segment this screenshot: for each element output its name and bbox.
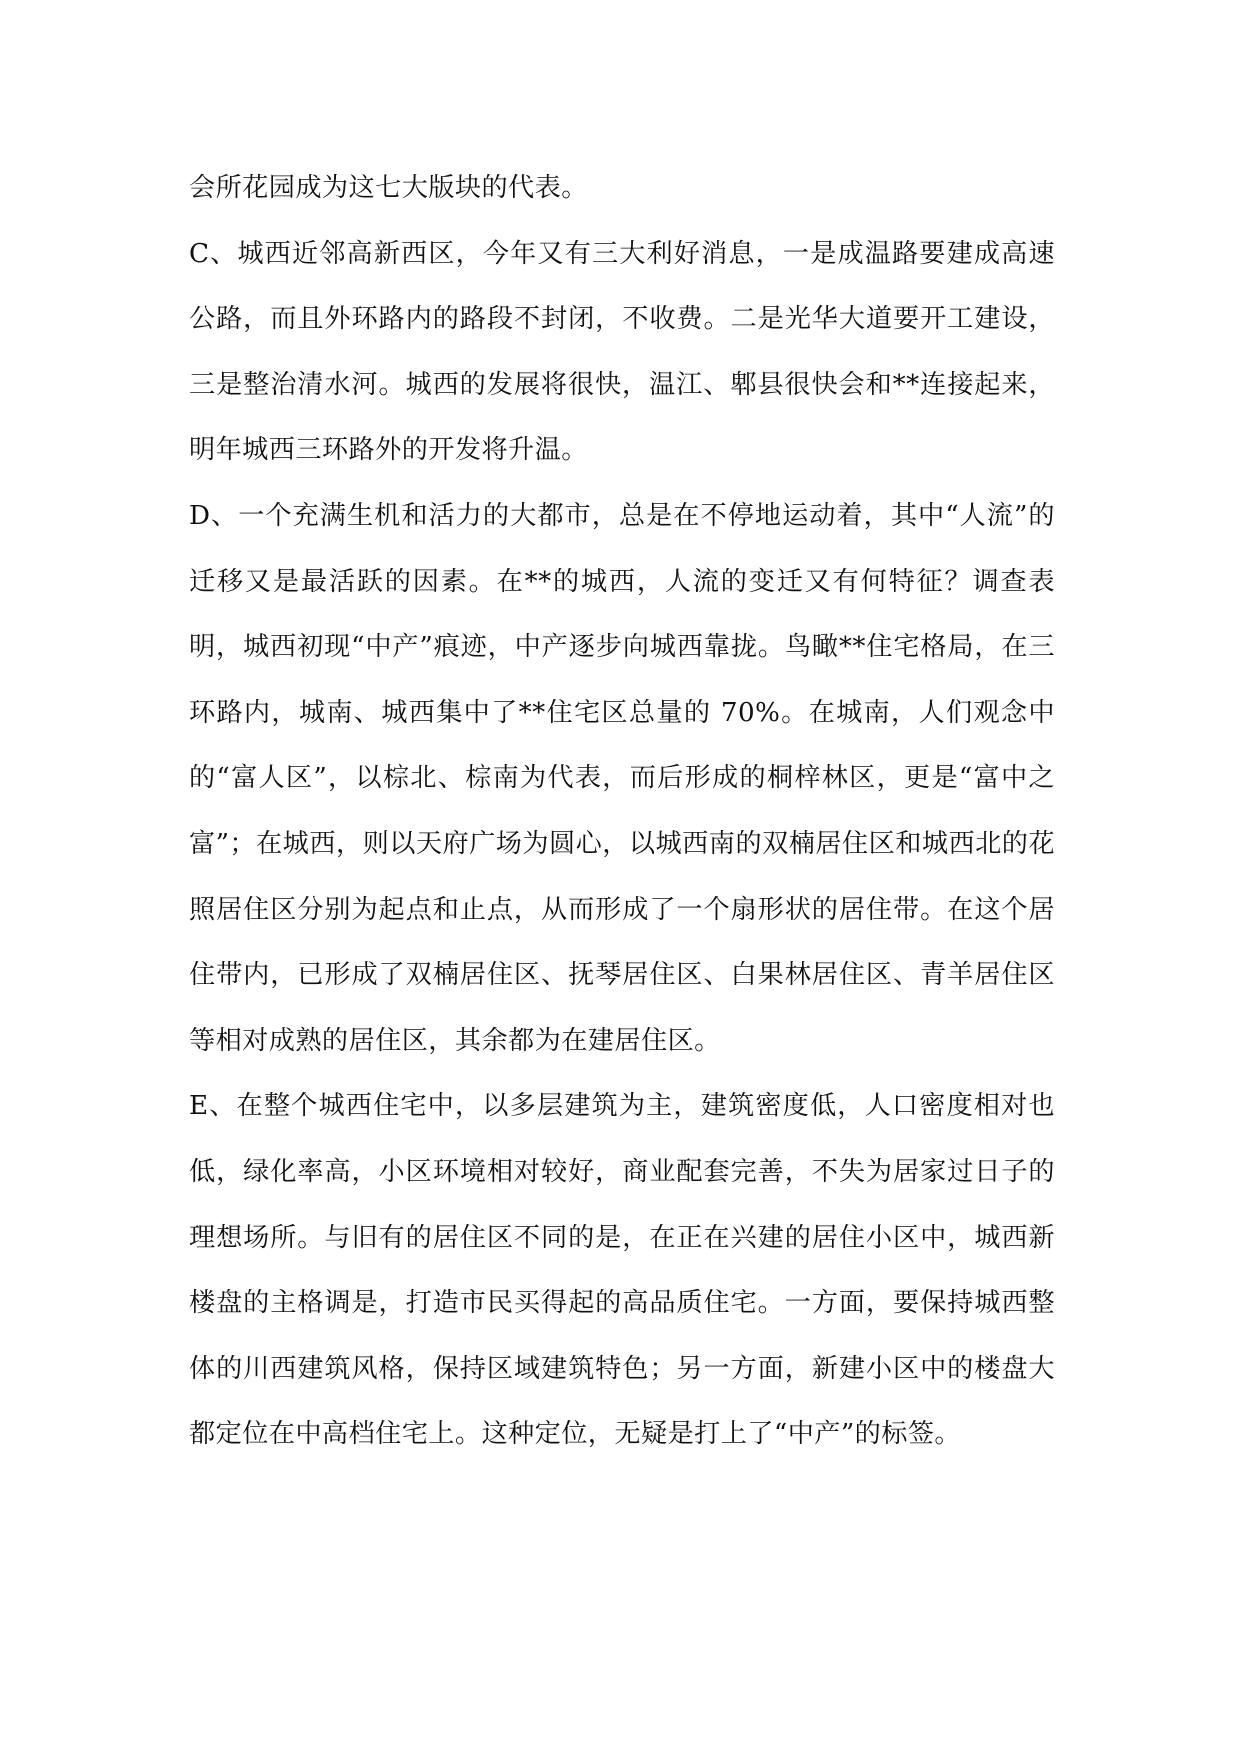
paragraph-d: D、一个充满生机和活力的大都市，总是在不停地运动着，其中“人流”的迁移又是最活跃的因素。在**的城西，人流的变迁又有何特征？调查表明，城西初现“中产”痕迹，中产逐步向城西靠拢。鸟瞰**住宅格局，在三环路内，城南、城西集中了**住宅区总量的 70%。在城南，人们观念中的“富人区”，以棕北、棕南为代表，而后形成的桐梓林区，更是“富中之富”；在城西，则以天府广场为圆心，以城西南的双楠居住区和城西北的花照居住区分别为起点和止点，从而形成了一个扇形状的居住带。在这个居住带内，已形成了双楠居住区、抚琴居住区、白果林居住区、青羊居住区等相对成熟的居住区，其余都为在建居住区。 <box>189 500 1055 1056</box>
document-body <box>189 156 1055 1468</box>
paragraph-c: C、城西近邻高新西区，今年又有三大利好消息，一是成温路要建成高速公路，而且外环路内的路段不封闭，不收费。二是光华大道要开工建设，三是整治清水河。城西的发展将很快，温江、郫县很快会和**连接起来，明年城西三环路外的开发将升温。 <box>189 238 1055 466</box>
paragraph-e: E、在整个城西住宅中，以多层建筑为主，建筑密度低，人口密度相对也低，绿化率高，小区环境相对较好，商业配套完善，不失为居家过日子的理想场所。与旧有的居住区不同的是，在正在兴建的居住小区中，城西新楼盘的主格调是，打造市民买得起的高品质住宅。一方面，要保持城西整体的川西建筑风格，保持区域建筑特色；另一方面，新建小区中的楼盘大都定位在中高档住宅上。这种定位，无疑是打上了“中产”的标签。 <box>189 1091 1055 1450</box>
paragraph-intro: 会所花园成为这七大版块的代表。 <box>189 173 588 203</box>
